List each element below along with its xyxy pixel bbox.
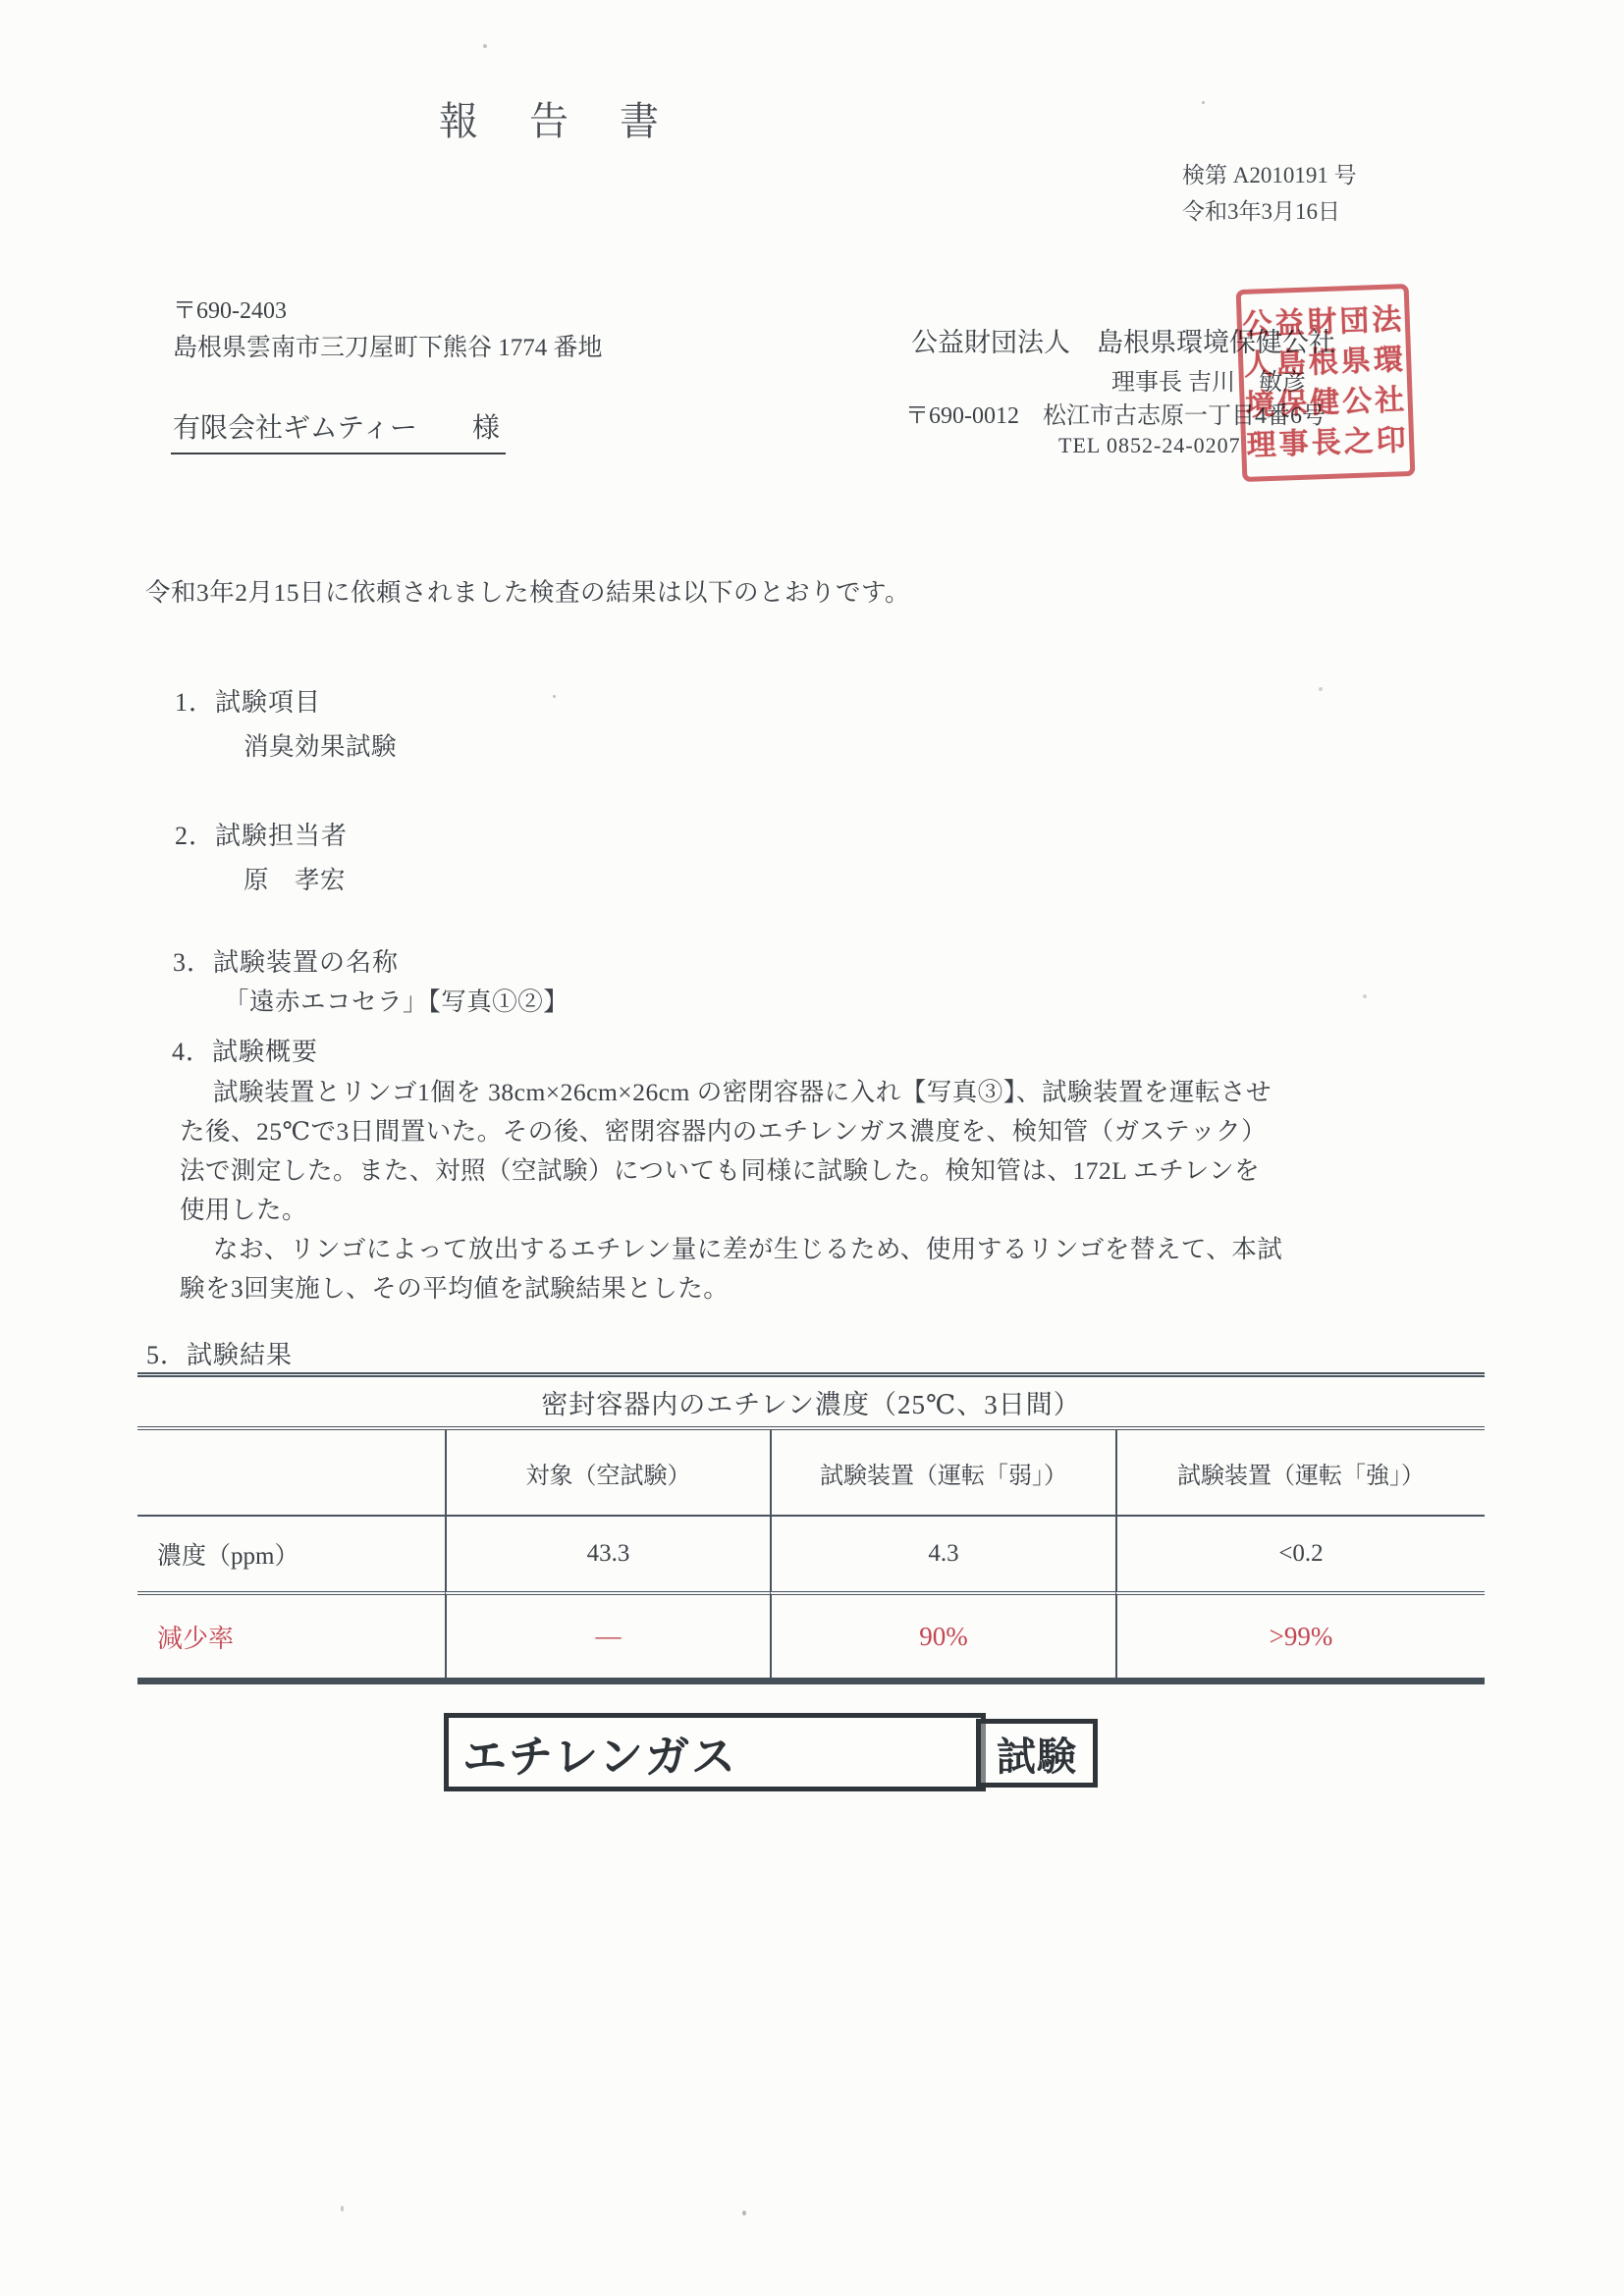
seal-text-row: 境保健公社 [1244,384,1408,422]
section-3-heading: 3．試験装置の名称 [173,948,400,977]
label-box-test [976,1719,1098,1788]
overview-line: 試験装置とリンゴ1個を 38cm×26cm×26cm の密閉容器に入れ【写真③】、試験装置を運転させ [213,1078,1272,1106]
label-test-text: 試験 [997,1735,1077,1779]
scan-speck [483,44,487,48]
overview-line: なお、リンゴによって放出するエチレン量に差が生じるため、使用するリンゴを替えて、本試 [213,1235,1283,1263]
table-row-label-concentration: 濃度（ppm） [137,1515,445,1591]
section-1-body: 消臭効果試験 [244,732,398,761]
results-table-grid [137,1430,1485,1678]
overview-line: 法で測定した。また、対照（空試験）についても同様に試験した。検知管は、172L エチレンを [180,1156,1261,1185]
table-header-device-low: 試験装置（運転「弱」） [770,1430,1115,1515]
seal-text-row: 公益財団法 [1241,303,1405,342]
recipient-address: 島根県雲南市三刀屋町下熊谷 1774 番地 [173,335,603,361]
scan-speck [553,695,556,698]
table-row-label-reduction: 減少率 [137,1591,445,1678]
issuer-address: 〒690-0012 松江市古志原一丁目4番6号 [905,403,1326,429]
page-title: 報告書 [439,99,710,143]
table-cell-reduction-high: >99% [1115,1591,1485,1678]
overview-line: た後、25℃で3日間置いた。その後、密閉容器内のエチレンガス濃度を、検知管（ガステック） [180,1117,1268,1146]
section-4-heading: 4．試験概要 [172,1038,319,1066]
recipient-postal: 〒690-2403 [173,298,287,324]
scan-speck [1319,687,1323,691]
scan-speck [1202,101,1205,104]
section-1-heading: 1．試験項目 [175,688,322,717]
table-header-control: 対象（空試験） [445,1430,770,1515]
overview-line: 験を3回実施し、その平均値を試験結果とした。 [180,1274,730,1303]
scan-speck [341,2206,344,2212]
seal-text-row: 理事長之印 [1246,424,1410,462]
label-ethylene-gas-text: エチレンガス [462,1731,737,1782]
table-cell-concentration-low: 4.3 [770,1515,1115,1591]
table-cell-concentration-high: <0.2 [1115,1515,1485,1591]
table-cell-concentration-control: 43.3 [445,1515,770,1591]
seal-text-row: 人島根県環 [1243,344,1407,382]
issuer-phone: TEL 0852-24-0207 [1058,433,1241,457]
label-box-ethylene-gas [444,1713,986,1791]
overview-line: 使用した。 [180,1196,308,1224]
section-2-body: 原 孝宏 [244,866,347,894]
results-table-title: 密封容器内のエチレン濃度（25℃、3日間） [137,1377,1485,1430]
doc-number: 検第 A2010191 号 [1182,163,1357,187]
results-table [137,1372,1485,1684]
section-3-body: 「遠赤エコセラ」【写真①②】 [224,988,569,1016]
scan-speck [1363,994,1367,998]
table-header-blank [137,1430,445,1515]
issuer-representative: 理事長 吉川 敏彦 [1111,370,1306,396]
table-cell-reduction-low: 90% [770,1591,1115,1678]
scan-speck [742,2211,746,2216]
recipient-name: 有限会社ギムティー 様 [171,406,506,454]
intro-sentence: 令和3年2月15日に依頼されました検査の結果は以下のとおりです。 [145,578,910,607]
doc-date: 令和3年3月16日 [1182,199,1340,224]
corporate-seal-stamp [1236,284,1416,482]
section-2-heading: 2．試験担当者 [175,822,349,850]
table-header-device-high: 試験装置（運転「強」） [1115,1430,1485,1515]
issuer-organization: 公益財団法人 島根県環境保健公社 [911,328,1335,357]
table-cell-reduction-control: ― [445,1591,770,1678]
section-5-heading: 5．試験結果 [146,1341,294,1369]
